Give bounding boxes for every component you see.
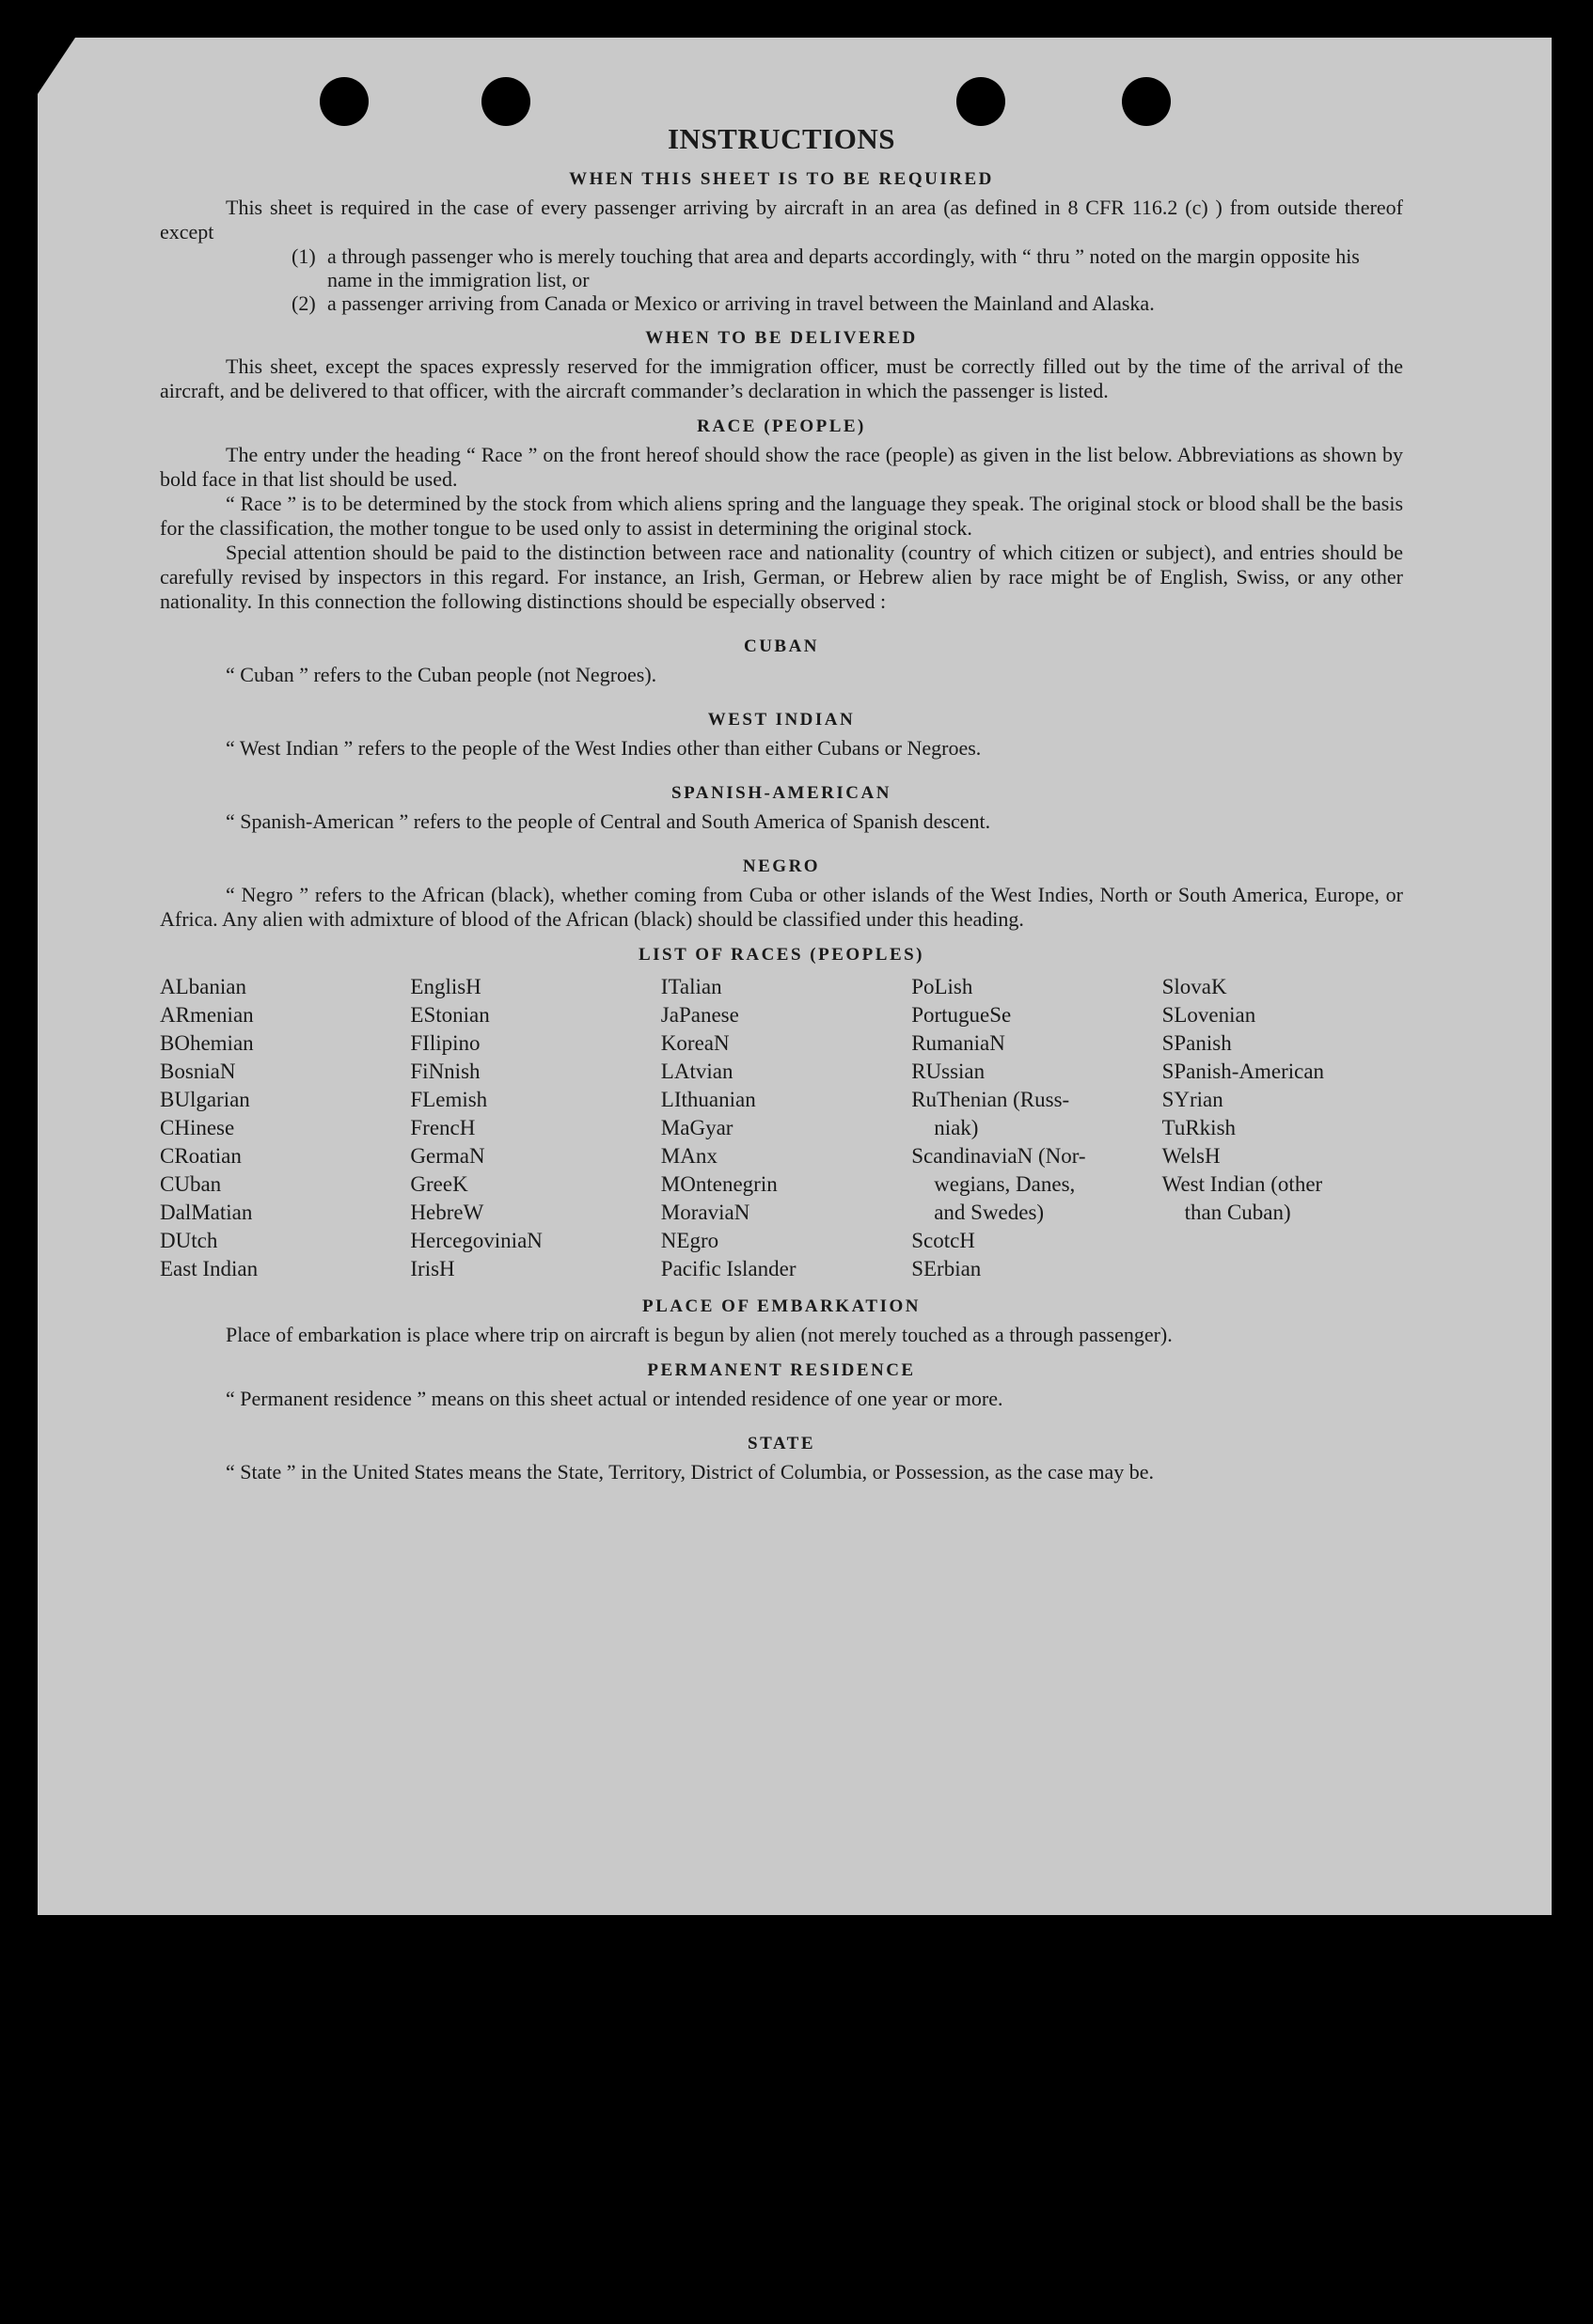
race-entry: WelsH bbox=[1161, 1144, 1221, 1168]
section-heading: PLACE OF EMBARKATION bbox=[642, 1296, 921, 1316]
race-entry: ITalian bbox=[660, 975, 722, 998]
race-entry: niak) bbox=[934, 1116, 979, 1139]
race-entry: TuRkish bbox=[1161, 1116, 1237, 1139]
race-entry: SPanish-American bbox=[1161, 1060, 1325, 1083]
paragraph: “ West Indian ” refers to the people of the West Indies other than either Cubans or Negroes. bbox=[226, 736, 982, 760]
punch-hole bbox=[956, 77, 1005, 126]
race-entry: CHinese bbox=[160, 1116, 235, 1139]
race-entry: ScandinaviaN (Nor- bbox=[911, 1144, 1086, 1168]
race-entry: SlovaK bbox=[1161, 975, 1227, 998]
race-entry: East Indian bbox=[160, 1257, 259, 1280]
race-entry: NEgro bbox=[660, 1229, 719, 1252]
section-heading: SPANISH-AMERICAN bbox=[671, 783, 891, 803]
race-entry: RumaniaN bbox=[911, 1031, 1005, 1055]
race-entry: EnglisH bbox=[410, 975, 481, 998]
paragraph: Special attention should be paid to the distinction between race and nationality (country of which citizen or subject), and entries should be carefully revised by inspectors in this regard. For instance, an Irish, German, or Hebrew alien by race might be of English, Swiss, or any other nationality. In this connection the following distinctions should be especially observed : bbox=[160, 541, 1403, 613]
race-entry: CRoatian bbox=[160, 1144, 242, 1168]
section-heading: RACE (PEOPLE) bbox=[697, 416, 866, 436]
item-number: (2) bbox=[292, 291, 316, 315]
punch-hole bbox=[481, 77, 530, 126]
race-entry: GermaN bbox=[410, 1144, 485, 1168]
races-column bbox=[911, 973, 1152, 1283]
race-entry: CUban bbox=[160, 1172, 222, 1196]
item-text: a passenger arriving from Canada or Mexico or arriving in travel between the Mainland and Alaska. bbox=[327, 291, 1155, 315]
race-entry: MAnx bbox=[660, 1144, 718, 1168]
race-entry: PortugueSe bbox=[911, 1003, 1012, 1027]
section-heading: WHEN THIS SHEET IS TO BE REQUIRED bbox=[569, 169, 994, 189]
section-heading: NEGRO bbox=[742, 856, 821, 876]
list-item bbox=[292, 244, 1403, 291]
item-number: (1) bbox=[292, 244, 316, 268]
race-entry: West Indian (other bbox=[1161, 1172, 1323, 1196]
paragraph: The entry under the heading “ Race ” on the front hereof should show the race (people) as given in the list below. Abbreviations as shown by bold face in that list should be used. bbox=[160, 443, 1403, 491]
race-entry: than Cuban) bbox=[1184, 1201, 1291, 1224]
race-entry: wegians, Danes, bbox=[934, 1172, 1076, 1196]
paragraph: This sheet, except the spaces expressly reserved for the immigration officer, must be correctly filled out by the time of the arrival of the aircraft, and be delivered to that officer, with the aircraft commander’s declaration in which the passenger is listed. bbox=[160, 354, 1403, 402]
section-heading: STATE bbox=[748, 1434, 815, 1453]
race-entry: EStonian bbox=[410, 1003, 490, 1027]
race-entry: MOntenegrin bbox=[660, 1172, 778, 1196]
race-entry: LIthuanian bbox=[660, 1088, 756, 1111]
race-entry: DalMatian bbox=[160, 1201, 253, 1224]
race-entry: IrisH bbox=[410, 1257, 455, 1280]
paragraph: This sheet is required in the case of every passenger arriving by aircraft in an area (as defined in 8 CFR 116.2 (c) ) from outside thereof except bbox=[160, 196, 1403, 243]
race-entry: FrencH bbox=[410, 1116, 476, 1139]
paragraph: “ Spanish-American ” refers to the people of Central and South America of Spanish descent. bbox=[226, 809, 991, 833]
race-entry: LAtvian bbox=[660, 1060, 733, 1083]
paragraph: “ Permanent residence ” means on this sheet actual or intended residence of one year or more. bbox=[226, 1387, 1003, 1410]
paragraph: “ Race ” is to be determined by the stock from which aliens spring and the language they speak. The original stock or blood shall be the basis for the classification, the mother tongue to be used only to assist in determining the original stock. bbox=[160, 492, 1403, 540]
section-heading: WEST INDIAN bbox=[707, 710, 856, 730]
race-entry: MaGyar bbox=[660, 1116, 733, 1139]
race-entry: HercegoviniaN bbox=[410, 1229, 543, 1252]
race-entry: ScotcH bbox=[911, 1229, 975, 1252]
race-entry: and Swedes) bbox=[934, 1201, 1045, 1224]
race-entry: BosniaN bbox=[160, 1060, 236, 1083]
races-list bbox=[160, 973, 1403, 1283]
race-entry: ARmenian bbox=[160, 1003, 254, 1027]
paragraph: “ Negro ” refers to the African (black), whether coming from Cuba or other islands of the West Indies, North or South America, Europe, or Africa. Any alien with admixture of blood of the African (black) should be classified under this heading. bbox=[160, 883, 1403, 931]
race-entry: KoreaN bbox=[660, 1031, 730, 1055]
races-column bbox=[661, 973, 902, 1283]
race-entry: BOhemian bbox=[160, 1031, 254, 1055]
races-column bbox=[160, 973, 401, 1283]
race-entry: BUlgarian bbox=[160, 1088, 250, 1111]
races-column bbox=[1162, 973, 1403, 1283]
race-entry: FLemish bbox=[410, 1088, 488, 1111]
paragraph: “ State ” in the United States means the State, Territory, District of Columbia, or Possession, as the case may be. bbox=[226, 1460, 1155, 1484]
race-entry: SYrian bbox=[1161, 1088, 1223, 1111]
item-text: a through passenger who is merely touching that area and departs accordingly, with “ thru ” noted on the margin opposite his name in the immigration list, or bbox=[327, 244, 1360, 291]
race-entry: SLovenian bbox=[1161, 1003, 1256, 1027]
race-entry: RUssian bbox=[911, 1060, 986, 1083]
race-entry: DUtch bbox=[160, 1229, 218, 1252]
punch-hole bbox=[1122, 77, 1171, 126]
race-entry: HebreW bbox=[410, 1201, 484, 1224]
race-entry: SPanish bbox=[1161, 1031, 1232, 1055]
race-entry: SErbian bbox=[911, 1257, 982, 1280]
race-entry: GreeK bbox=[410, 1172, 468, 1196]
race-entry: RuThenian (Russ- bbox=[911, 1088, 1070, 1111]
page-title: INSTRUCTIONS bbox=[667, 122, 895, 155]
race-entry: PoLish bbox=[911, 975, 973, 998]
race-entry: FiNnish bbox=[410, 1060, 481, 1083]
race-entry: FIlipino bbox=[410, 1031, 481, 1055]
races-column bbox=[410, 973, 651, 1283]
section-heading: PERMANENT RESIDENCE bbox=[647, 1360, 916, 1380]
race-entry: Pacific Islander bbox=[660, 1257, 796, 1280]
paragraph: “ Cuban ” refers to the Cuban people (not Negroes). bbox=[226, 663, 657, 686]
instructions-content bbox=[160, 122, 1403, 1484]
section-heading: WHEN TO BE DELIVERED bbox=[645, 328, 918, 348]
paragraph: Place of embarkation is place where trip on aircraft is begun by alien (not merely touched as a through passenger). bbox=[226, 1323, 1173, 1346]
race-entry: JaPanese bbox=[660, 1003, 739, 1027]
section-heading: CUBAN bbox=[743, 636, 820, 656]
section-heading: LIST OF RACES (PEOPLES) bbox=[638, 945, 925, 965]
list-item bbox=[292, 291, 1403, 315]
race-entry: ALbanian bbox=[160, 975, 246, 998]
punch-hole bbox=[320, 77, 369, 126]
race-entry: MoraviaN bbox=[660, 1201, 750, 1224]
